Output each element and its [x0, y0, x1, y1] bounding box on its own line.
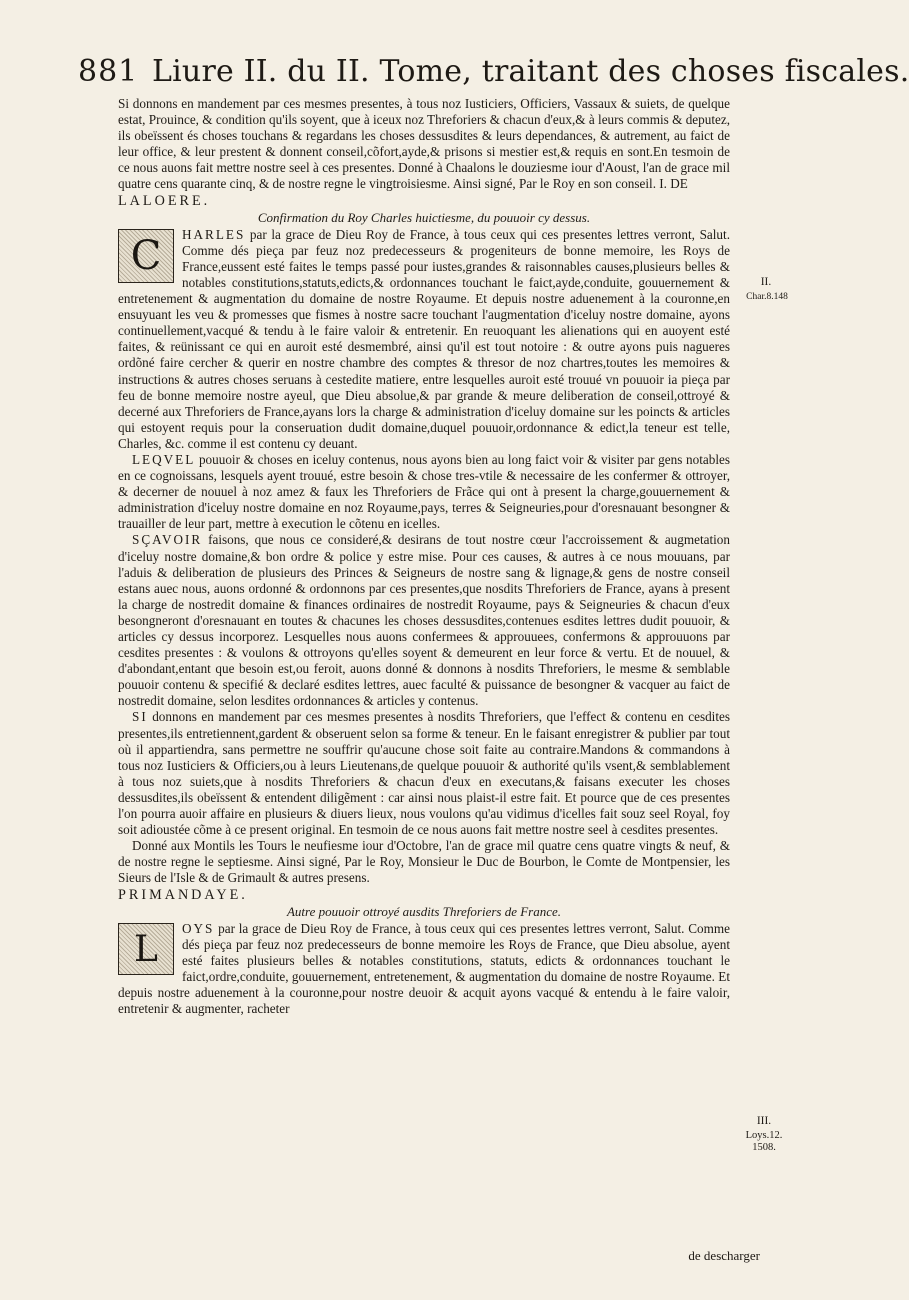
section-heading: Confirmation du Roy Charles huictiesme, du pouuoir cy dessus. [257, 209, 591, 225]
lead-word: LEQVEL [132, 451, 196, 467]
page-number: 881 [78, 54, 139, 89]
margin-note [736, 291, 798, 303]
drop-capital-letter: L [134, 928, 158, 970]
margin-note [738, 276, 794, 288]
paragraph-text: donnons en mandement par ces mesmes presentes à nosdits Threforiers, que l'effect & contenu en cesdites presentes,ils entretiennent,gardent & obseruent selon sa forme & teneur. En le faisant enregistrer & publier par tout où il appartiendra, sans permettre ne souffrir qu'aucune chose soit faite au contraire.Mandons & commandons à tous noz Iusticiers & Officiers,ou à leurs Lieutenans,de quelque pouuoir & authorité qu'ils vsent,& semblablement à tous noz suiets,que à nosdits Threforiers & chacun d'eux en executans,& faisans executer les choses dessusdites,ils obeïssent & entendent diligẽment : car ainsi nous plaist-il estre fait. Et pource que de ces presentes l'on pourra auoir affaire en plusieurs & diuers lieux, nous voulons qu'au vidimus d'icelles fait souz seel Royal, foy soit adioustée cõme à ce present original. En tesmoin de ce nous auons fait mettre nostre seel à cesdites presentes. [118, 709, 730, 838]
paragraph [118, 227, 730, 452]
margin-note-year: 1508. [752, 1142, 776, 1153]
paragraph [118, 709, 730, 838]
lead-word: HARLES [182, 226, 246, 242]
drop-capital [118, 229, 174, 283]
lead-word: SI [132, 709, 148, 725]
section-heading: Autre pouuoir ottroyé ausdits Threforiers de France. [286, 903, 562, 919]
paragraph [118, 532, 730, 709]
page-header [78, 50, 909, 96]
margin-note-ref: Loys.12. [745, 1130, 783, 1141]
paragraph-text: faisons, que nous ce consideré,& desirans de tout nostre cœur l'accroissement & augmetation d'iceluy nostre domaine,& bon ordre & police y estre mise. Pour ces causes, & autres à ce nous mouuans, par l'aduis & deliberation de plusieurs des Princes & Seigneurs de nostre sang & lignage,& gens de nostre conseil estans auec nous, auons ordonné & ordonnons par ces presentes,que nosdits Threforiers de France, ayans à present la charge de nostredit domaine & finances ordinaires de nostredit Royaume, pays & Seigneuries & chacun d'eux besongneront d'oresnauant en toutes & chacunes les choses dessusdites,contenues esdites lettres dudit pouuoir, & articles cy dessus incorporez. Lesquelles nous auons confermees & approuuees, confermons & approuuons par cesdites presentes : & voulons & ottroyons qu'elles soyent & demeurent en leur force & vertu. Et de nouuel, & d'abondant,entant que besoin est,ou feroit, auons donné & donnons à nosdits Threforiers, le mesme & semblable pouuoir contenu & specifié & declaré esdites lettres, auec faculté & puissance de besongner & vacquer au faict de nostredit domaine, selon lesdites ordonnances & articles y contenus. [118, 532, 730, 709]
margin-note [736, 1115, 792, 1127]
main-text [118, 96, 730, 1017]
margin-note-number: II. [760, 276, 772, 288]
paragraph: Donné aux Montils les Tours le neufiesme iour d'Octobre, l'an de grace mil quatre cens quatre vingts & neuf, & de nostre regne le septiesme. Ainsi signé, Par le Roy, Monsieur le Duc de Bourbon, le Comte de Montpensier, les Sieurs de l'Isle & de Grimault & autres presens. [118, 838, 730, 886]
signature: LALOERE. [118, 192, 211, 209]
paragraph-text: pouuoir & choses en iceluy contenus, nous ayons bien au long faict voir & visiter par gens notables en ce cognoissans, lesquels ayent trouué, estre besoin & chose tres-vtile & necessaire de les confermer & ottroyer, & decerner de nouuel à noz amez & faux les Threforiers de Frãce qui ont à present la charge,gouuernement & administration d'iceluy nostre domaine en noz Royaume,pays, terres & Seigneuries,pour d'oresnauant besongner & trauailler de leur part, mettre à execution le cõtenu en icelles. [118, 451, 730, 532]
catchword: de descharger [688, 1248, 760, 1263]
lead-word: OYS [182, 920, 215, 936]
paragraph-text: par la grace de Dieu Roy de France, à tous ceux qui ces presentes lettres verront, Salut. Comme dés pieça par feuz noz predecesseurs & progeniteurs de bonne memoire, les Roys de France,eussent esté faites le temps passé pour iustes,grandes & raisonnables causes,plusieurs belles & notables constitutions,statuts,edicts,& ordonnances touchant le faict,ayde,conduite, gouuernement & entretenement & augmentation du domaine de nostre Royaume. Et depuis nostre aduenement à la couronne,en ensuyuant les veu & promesses que fismes à nostre sacre touchant l'augmentation d'iceluy nostre domaine, ayons continuellement,vacqué & tendu à le faire valoir & entretenir. En reuoquant les alienations qui en auoyent esté faites, & reünissant ce qui en auroit esté desmembré, ainsi qu'il est tout notoire : & outre ayons puis nagueres ordõné faire cercher & querir en nostre chambre des comptes & thresor de noz chartres,toutes les memoires & instructions & autres choses seruans à cestedite matiere, entre lesquelles auroit esté trouué vn pouuoir ia pieça par feu de bonne memoire nostre ayeul, que Dieu absolue,& par grande & meure deliberation de conseil,ottroyé & decerné aux Threforiers de France,ayans lors la charge & administration d'iceluy domaine sur les poincts & articles qui estoyent requis pour la conseruation dudit domaine,duquel pouuoir,ordonnance & edict,la teneur est telle, Charles, &c. comme il est contenu cy deuant. [118, 226, 730, 451]
margin-note [736, 1130, 792, 1154]
drop-capital [118, 923, 174, 975]
paragraph: Si donnons en mandement par ces mesmes presentes, à tous noz Iusticiers, Officiers, Vassaux & suiets, de quelque estat, Prouince, & condition qu'ils soyent, que à iceux noz Threforiers & chacun d'eux,& à leurs commis & deputez, ils obeïssent és choses touchans & regardans les choses dessusdites & leurs dependances, & autrement, au faict de leur office, & leur prestent & donnent conseil,cõfort,ayde,& prisons si mestier est,& requis en sont.En tesmoin de ce nous auons fait mettre nostre seel à ces presentes. Donné à Chaalons le douziesme iour d'Aoust, l'an de grace mil quatre cens quarante cinq, & de nostre regne le vingtroisiesme. Ainsi signé, Par le Roy en son conseil. I. DE [118, 96, 730, 192]
margin-note-ref: Char.8.148 [746, 292, 788, 302]
paragraph [118, 921, 730, 1018]
running-title: Liure II. du II. Tome, traitant des choses fiscales. [152, 54, 909, 89]
lead-word: SÇAVOIR [132, 532, 203, 548]
margin-note-number: III. [756, 1115, 772, 1127]
paragraph-text: par la grace de Dieu Roy de France, à tous ceux qui ces presentes lettres verront, Salut. Comme dés pieça par feuz noz predecesseurs de bonne memoire les Roys de France, que Dieu absolue, ayent esté faites plusieurs belles & notables constitutions, statuts, edicts & ordonnances touchant le faict,ordre,conduite, gouuernement, entretenement, & augmentation du domaine de nostre Royaume. Et depuis nostre aduenement à la couronne,pour nostre deuoir & acquit ayons vacqué & entendu à le faire valoir, entretenir & augmenter, racheter [118, 920, 730, 1017]
signature: PRIMANDAYE. [118, 886, 248, 903]
paragraph [118, 452, 730, 532]
drop-capital-letter: C [130, 232, 162, 279]
